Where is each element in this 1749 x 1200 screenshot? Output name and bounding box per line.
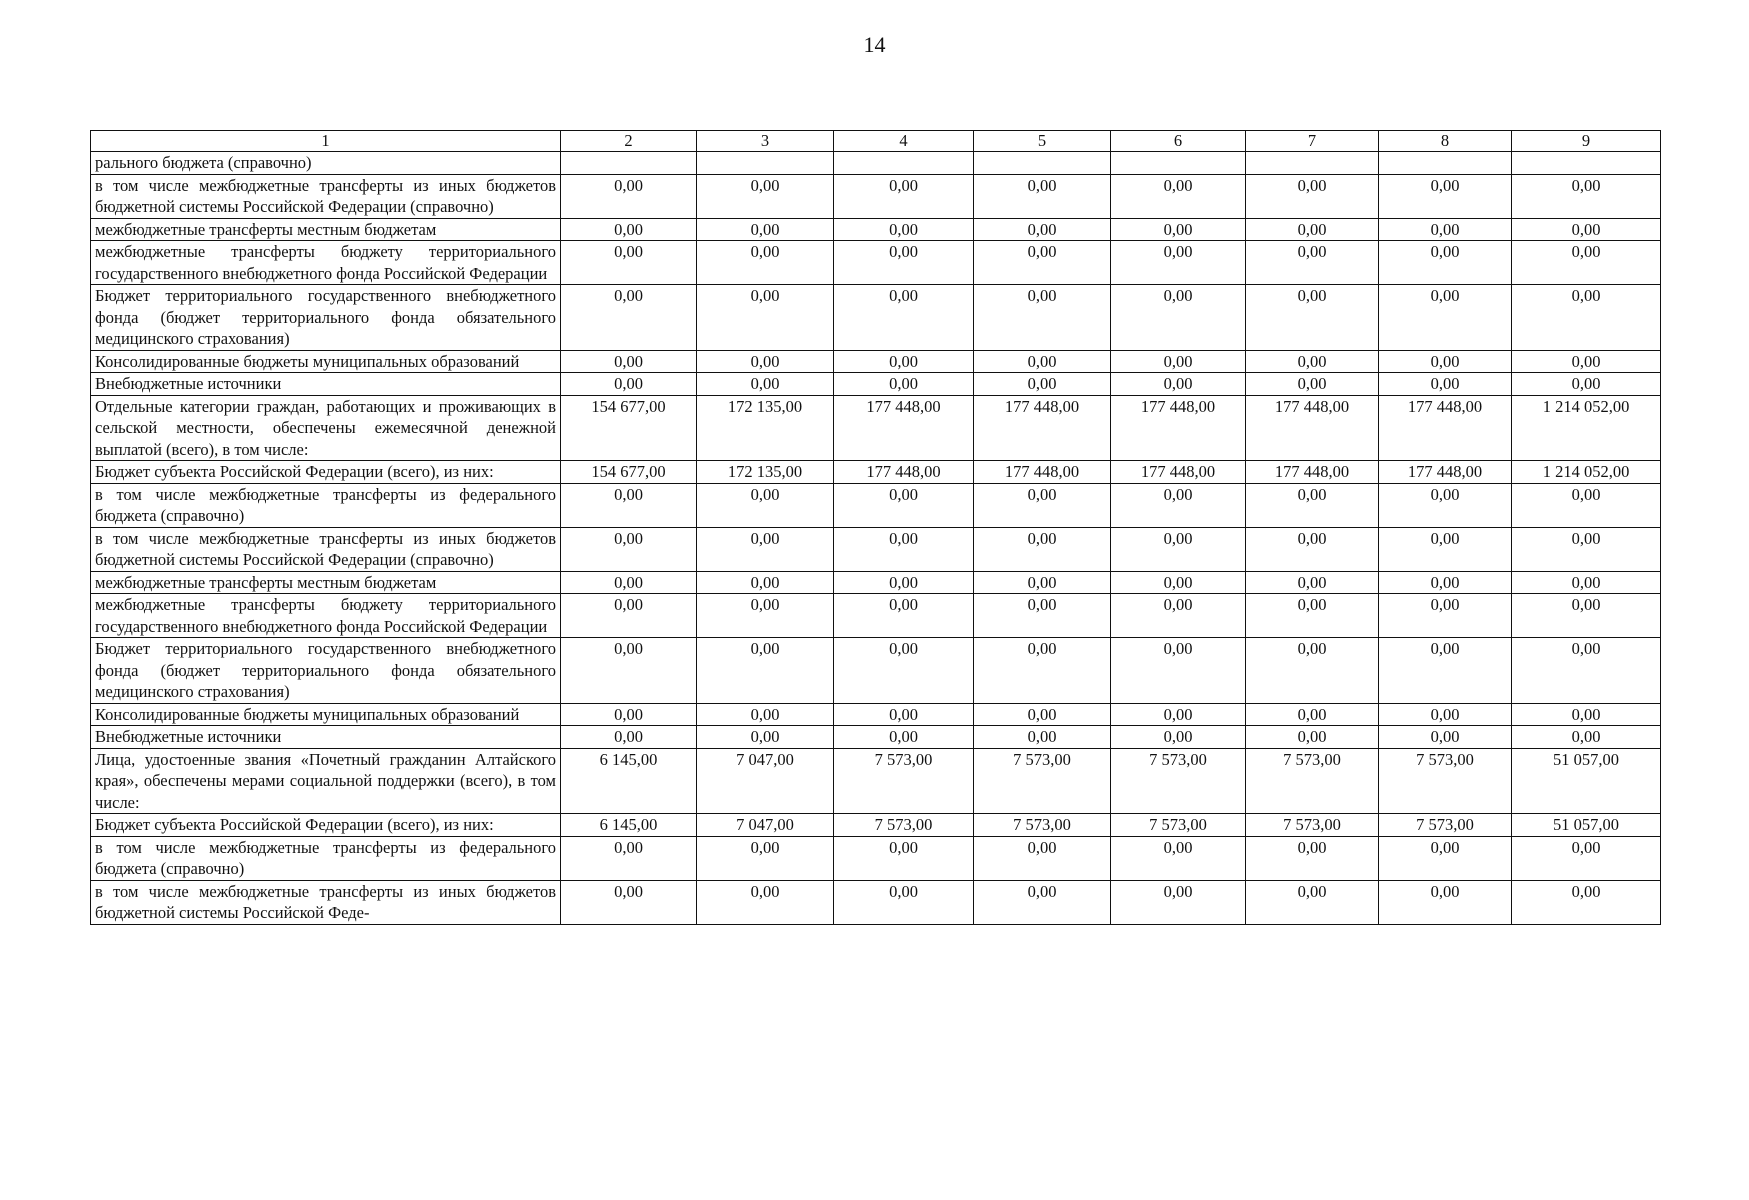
value-cell-col-2: 0,00 — [561, 218, 697, 241]
value-cell-col-3: 0,00 — [697, 594, 834, 638]
value-cell-col-3: 172 135,00 — [697, 461, 834, 484]
value-cell-col-5: 0,00 — [974, 285, 1111, 351]
table-row — [91, 836, 1661, 880]
value-cell-col-2: 0,00 — [561, 527, 697, 571]
row-label: Бюджет субъекта Российской Федерации (всего), из них: — [91, 814, 561, 837]
value-cell-col-5: 0,00 — [974, 703, 1111, 726]
table-row — [91, 395, 1661, 461]
value-cell-col-4: 7 573,00 — [834, 748, 974, 814]
value-cell-col-6: 0,00 — [1111, 571, 1246, 594]
value-cell-col-3: 0,00 — [697, 218, 834, 241]
table-body — [91, 152, 1661, 925]
table-row — [91, 527, 1661, 571]
table-row — [91, 218, 1661, 241]
column-header-3: 3 — [697, 131, 834, 152]
value-cell-col-2: 0,00 — [561, 373, 697, 396]
value-cell-col-7: 0,00 — [1246, 373, 1379, 396]
row-label: в том числе межбюджетные трансферты из иных бюджетов бюджетной системы Российской Феде- — [91, 880, 561, 924]
value-cell-col-5: 0,00 — [974, 527, 1111, 571]
value-cell-col-2: 6 145,00 — [561, 814, 697, 837]
value-cell-col-8: 0,00 — [1379, 174, 1512, 218]
value-cell-col-2: 0,00 — [561, 703, 697, 726]
value-cell-col-5: 0,00 — [974, 483, 1111, 527]
value-cell-col-6: 0,00 — [1111, 241, 1246, 285]
value-cell-col-5: 177 448,00 — [974, 395, 1111, 461]
value-cell-col-8: 0,00 — [1379, 483, 1512, 527]
value-cell-col-8: 0,00 — [1379, 571, 1512, 594]
value-cell-col-5: 0,00 — [974, 350, 1111, 373]
value-cell-col-7: 0,00 — [1246, 174, 1379, 218]
value-cell-col-9: 1 214 052,00 — [1512, 461, 1661, 484]
row-label: Отдельные категории граждан, работающих и проживающих в сельской местности, обеспечены ежемесячной денежной выплатой (всего), в том числе: — [91, 395, 561, 461]
row-label: межбюджетные трансферты местным бюджетам — [91, 218, 561, 241]
value-cell-col-3: 0,00 — [697, 726, 834, 749]
value-cell-col-5: 0,00 — [974, 880, 1111, 924]
value-cell-col-4: 0,00 — [834, 373, 974, 396]
value-cell-col-3: 172 135,00 — [697, 395, 834, 461]
value-cell-col-9: 0,00 — [1512, 218, 1661, 241]
value-cell-col-3: 0,00 — [697, 703, 834, 726]
value-cell-col-3: 0,00 — [697, 571, 834, 594]
column-header-8: 8 — [1379, 131, 1512, 152]
value-cell-col-6: 0,00 — [1111, 703, 1246, 726]
value-cell-col-8: 177 448,00 — [1379, 395, 1512, 461]
value-cell-col-5: 0,00 — [974, 594, 1111, 638]
value-cell-col-4: 0,00 — [834, 836, 974, 880]
value-cell-col-5: 0,00 — [974, 638, 1111, 704]
value-cell-col-8: 0,00 — [1379, 527, 1512, 571]
value-cell-col-6: 0,00 — [1111, 483, 1246, 527]
value-cell-col-2: 0,00 — [561, 880, 697, 924]
value-cell-col-5: 0,00 — [974, 836, 1111, 880]
table-row — [91, 748, 1661, 814]
value-cell-col-9: 0,00 — [1512, 373, 1661, 396]
value-cell-col-2: 6 145,00 — [561, 748, 697, 814]
value-cell-col-2: 154 677,00 — [561, 461, 697, 484]
value-cell-col-8: 0,00 — [1379, 594, 1512, 638]
value-cell-col-2 — [561, 152, 697, 175]
value-cell-col-4: 177 448,00 — [834, 395, 974, 461]
value-cell-col-6: 0,00 — [1111, 594, 1246, 638]
value-cell-col-6: 0,00 — [1111, 373, 1246, 396]
column-header-1: 1 — [91, 131, 561, 152]
value-cell-col-7: 0,00 — [1246, 880, 1379, 924]
row-label: Бюджет субъекта Российской Федерации (всего), из них: — [91, 461, 561, 484]
value-cell-col-2: 0,00 — [561, 483, 697, 527]
value-cell-col-3: 7 047,00 — [697, 748, 834, 814]
value-cell-col-3: 0,00 — [697, 241, 834, 285]
value-cell-col-9 — [1512, 152, 1661, 175]
table-row — [91, 594, 1661, 638]
value-cell-col-5 — [974, 152, 1111, 175]
value-cell-col-5: 0,00 — [974, 174, 1111, 218]
value-cell-col-5: 7 573,00 — [974, 748, 1111, 814]
value-cell-col-2: 0,00 — [561, 571, 697, 594]
value-cell-col-9: 0,00 — [1512, 241, 1661, 285]
value-cell-col-6: 0,00 — [1111, 880, 1246, 924]
value-cell-col-5: 0,00 — [974, 373, 1111, 396]
value-cell-col-9: 0,00 — [1512, 594, 1661, 638]
row-label: рального бюджета (справочно) — [91, 152, 561, 175]
value-cell-col-7: 0,00 — [1246, 483, 1379, 527]
value-cell-col-8: 7 573,00 — [1379, 748, 1512, 814]
value-cell-col-8: 0,00 — [1379, 703, 1512, 726]
row-label: в том числе межбюджетные трансферты из федерального бюджета (справочно) — [91, 483, 561, 527]
value-cell-col-4 — [834, 152, 974, 175]
value-cell-col-7: 0,00 — [1246, 571, 1379, 594]
table-header — [91, 131, 1661, 152]
value-cell-col-6: 177 448,00 — [1111, 461, 1246, 484]
row-label: Внебюджетные источники — [91, 373, 561, 396]
value-cell-col-7: 0,00 — [1246, 218, 1379, 241]
value-cell-col-5: 0,00 — [974, 726, 1111, 749]
row-label: межбюджетные трансферты бюджету территориального государственного внебюджетного фонда Российской Федерации — [91, 594, 561, 638]
value-cell-col-4: 7 573,00 — [834, 814, 974, 837]
value-cell-col-9: 51 057,00 — [1512, 748, 1661, 814]
value-cell-col-3: 0,00 — [697, 174, 834, 218]
value-cell-col-4: 0,00 — [834, 218, 974, 241]
column-header-6: 6 — [1111, 131, 1246, 152]
value-cell-col-3: 0,00 — [697, 350, 834, 373]
table-row — [91, 483, 1661, 527]
value-cell-col-7: 0,00 — [1246, 241, 1379, 285]
table-row — [91, 350, 1661, 373]
value-cell-col-9: 0,00 — [1512, 703, 1661, 726]
value-cell-col-7: 0,00 — [1246, 594, 1379, 638]
column-header-9: 9 — [1512, 131, 1661, 152]
value-cell-col-4: 0,00 — [834, 703, 974, 726]
value-cell-col-6: 7 573,00 — [1111, 814, 1246, 837]
value-cell-col-5: 7 573,00 — [974, 814, 1111, 837]
value-cell-col-8: 177 448,00 — [1379, 461, 1512, 484]
value-cell-col-9: 0,00 — [1512, 483, 1661, 527]
page-number: 14 — [863, 32, 886, 57]
value-cell-col-8: 0,00 — [1379, 285, 1512, 351]
value-cell-col-2: 0,00 — [561, 836, 697, 880]
table-row — [91, 461, 1661, 484]
table-row — [91, 814, 1661, 837]
value-cell-col-8: 7 573,00 — [1379, 814, 1512, 837]
value-cell-col-6: 0,00 — [1111, 350, 1246, 373]
value-cell-col-3: 0,00 — [697, 527, 834, 571]
value-cell-col-3: 0,00 — [697, 836, 834, 880]
value-cell-col-9: 0,00 — [1512, 571, 1661, 594]
value-cell-col-7: 7 573,00 — [1246, 748, 1379, 814]
value-cell-col-3 — [697, 152, 834, 175]
row-label: межбюджетные трансферты местным бюджетам — [91, 571, 561, 594]
value-cell-col-4: 0,00 — [834, 594, 974, 638]
row-label: Бюджет территориального государственного внебюджетного фонда (бюджет территориального фонда обязательного медицинского страхования) — [91, 285, 561, 351]
value-cell-col-3: 0,00 — [697, 285, 834, 351]
table-row — [91, 285, 1661, 351]
value-cell-col-2: 0,00 — [561, 285, 697, 351]
value-cell-col-8: 0,00 — [1379, 373, 1512, 396]
value-cell-col-3: 0,00 — [697, 483, 834, 527]
value-cell-col-4: 0,00 — [834, 285, 974, 351]
budget-table — [90, 130, 1661, 925]
value-cell-col-4: 0,00 — [834, 241, 974, 285]
row-label: Консолидированные бюджеты муниципальных образований — [91, 703, 561, 726]
value-cell-col-9: 0,00 — [1512, 880, 1661, 924]
row-label: в том числе межбюджетные трансферты из федерального бюджета (справочно) — [91, 836, 561, 880]
value-cell-col-2: 154 677,00 — [561, 395, 697, 461]
value-cell-col-6: 0,00 — [1111, 174, 1246, 218]
value-cell-col-3: 0,00 — [697, 880, 834, 924]
value-cell-col-4: 0,00 — [834, 174, 974, 218]
value-cell-col-7: 0,00 — [1246, 527, 1379, 571]
row-label: Консолидированные бюджеты муниципальных образований — [91, 350, 561, 373]
value-cell-col-7: 0,00 — [1246, 703, 1379, 726]
table-row — [91, 152, 1661, 175]
value-cell-col-5: 0,00 — [974, 218, 1111, 241]
value-cell-col-8: 0,00 — [1379, 218, 1512, 241]
value-cell-col-9: 0,00 — [1512, 285, 1661, 351]
row-label: в том числе межбюджетные трансферты из иных бюджетов бюджетной системы Российской Федерации (справочно) — [91, 527, 561, 571]
row-label: Лица, удостоенные звания «Почетный гражданин Алтайского края», обеспечены мерами социальной поддержки (всего), в том числе: — [91, 748, 561, 814]
value-cell-col-9: 51 057,00 — [1512, 814, 1661, 837]
table-row — [91, 703, 1661, 726]
value-cell-col-7: 7 573,00 — [1246, 814, 1379, 837]
value-cell-col-8: 0,00 — [1379, 880, 1512, 924]
value-cell-col-6: 7 573,00 — [1111, 748, 1246, 814]
value-cell-col-9: 0,00 — [1512, 726, 1661, 749]
value-cell-col-9: 0,00 — [1512, 350, 1661, 373]
value-cell-col-2: 0,00 — [561, 174, 697, 218]
value-cell-col-8: 0,00 — [1379, 836, 1512, 880]
value-cell-col-3: 7 047,00 — [697, 814, 834, 837]
value-cell-col-4: 0,00 — [834, 483, 974, 527]
table-row — [91, 571, 1661, 594]
value-cell-col-7: 177 448,00 — [1246, 395, 1379, 461]
value-cell-col-4: 0,00 — [834, 571, 974, 594]
row-label: Внебюджетные источники — [91, 726, 561, 749]
value-cell-col-6: 177 448,00 — [1111, 395, 1246, 461]
value-cell-col-6: 0,00 — [1111, 218, 1246, 241]
value-cell-col-6: 0,00 — [1111, 285, 1246, 351]
value-cell-col-8: 0,00 — [1379, 241, 1512, 285]
value-cell-col-4: 0,00 — [834, 726, 974, 749]
value-cell-col-2: 0,00 — [561, 594, 697, 638]
value-cell-col-4: 0,00 — [834, 880, 974, 924]
row-label: Бюджет территориального государственного внебюджетного фонда (бюджет территориального фонда обязательного медицинского страхования) — [91, 638, 561, 704]
table-row — [91, 174, 1661, 218]
value-cell-col-4: 0,00 — [834, 527, 974, 571]
value-cell-col-2: 0,00 — [561, 726, 697, 749]
value-cell-col-4: 0,00 — [834, 350, 974, 373]
value-cell-col-7: 0,00 — [1246, 638, 1379, 704]
value-cell-col-5: 0,00 — [974, 241, 1111, 285]
value-cell-col-7 — [1246, 152, 1379, 175]
value-cell-col-5: 177 448,00 — [974, 461, 1111, 484]
table-row — [91, 726, 1661, 749]
value-cell-col-7: 0,00 — [1246, 285, 1379, 351]
value-cell-col-2: 0,00 — [561, 638, 697, 704]
value-cell-col-2: 0,00 — [561, 241, 697, 285]
table-row — [91, 880, 1661, 924]
value-cell-col-9: 0,00 — [1512, 638, 1661, 704]
column-header-4: 4 — [834, 131, 974, 152]
value-cell-col-6 — [1111, 152, 1246, 175]
value-cell-col-4: 177 448,00 — [834, 461, 974, 484]
value-cell-col-9: 1 214 052,00 — [1512, 395, 1661, 461]
value-cell-col-6: 0,00 — [1111, 527, 1246, 571]
value-cell-col-5: 0,00 — [974, 571, 1111, 594]
value-cell-col-6: 0,00 — [1111, 836, 1246, 880]
row-label: в том числе межбюджетные трансферты из иных бюджетов бюджетной системы Российской Федерации (справочно) — [91, 174, 561, 218]
value-cell-col-7: 0,00 — [1246, 836, 1379, 880]
column-header-2: 2 — [561, 131, 697, 152]
table-row — [91, 373, 1661, 396]
table-row — [91, 638, 1661, 704]
column-header-7: 7 — [1246, 131, 1379, 152]
value-cell-col-7: 177 448,00 — [1246, 461, 1379, 484]
header-row — [91, 131, 1661, 152]
value-cell-col-3: 0,00 — [697, 638, 834, 704]
value-cell-col-8 — [1379, 152, 1512, 175]
value-cell-col-8: 0,00 — [1379, 350, 1512, 373]
value-cell-col-7: 0,00 — [1246, 726, 1379, 749]
value-cell-col-4: 0,00 — [834, 638, 974, 704]
table-row — [91, 241, 1661, 285]
row-label: межбюджетные трансферты бюджету территориального государственного внебюджетного фонда Российской Федерации — [91, 241, 561, 285]
value-cell-col-6: 0,00 — [1111, 638, 1246, 704]
value-cell-col-9: 0,00 — [1512, 836, 1661, 880]
value-cell-col-6: 0,00 — [1111, 726, 1246, 749]
value-cell-col-8: 0,00 — [1379, 726, 1512, 749]
value-cell-col-2: 0,00 — [561, 350, 697, 373]
value-cell-col-9: 0,00 — [1512, 527, 1661, 571]
column-header-5: 5 — [974, 131, 1111, 152]
value-cell-col-3: 0,00 — [697, 373, 834, 396]
value-cell-col-7: 0,00 — [1246, 350, 1379, 373]
value-cell-col-8: 0,00 — [1379, 638, 1512, 704]
value-cell-col-9: 0,00 — [1512, 174, 1661, 218]
